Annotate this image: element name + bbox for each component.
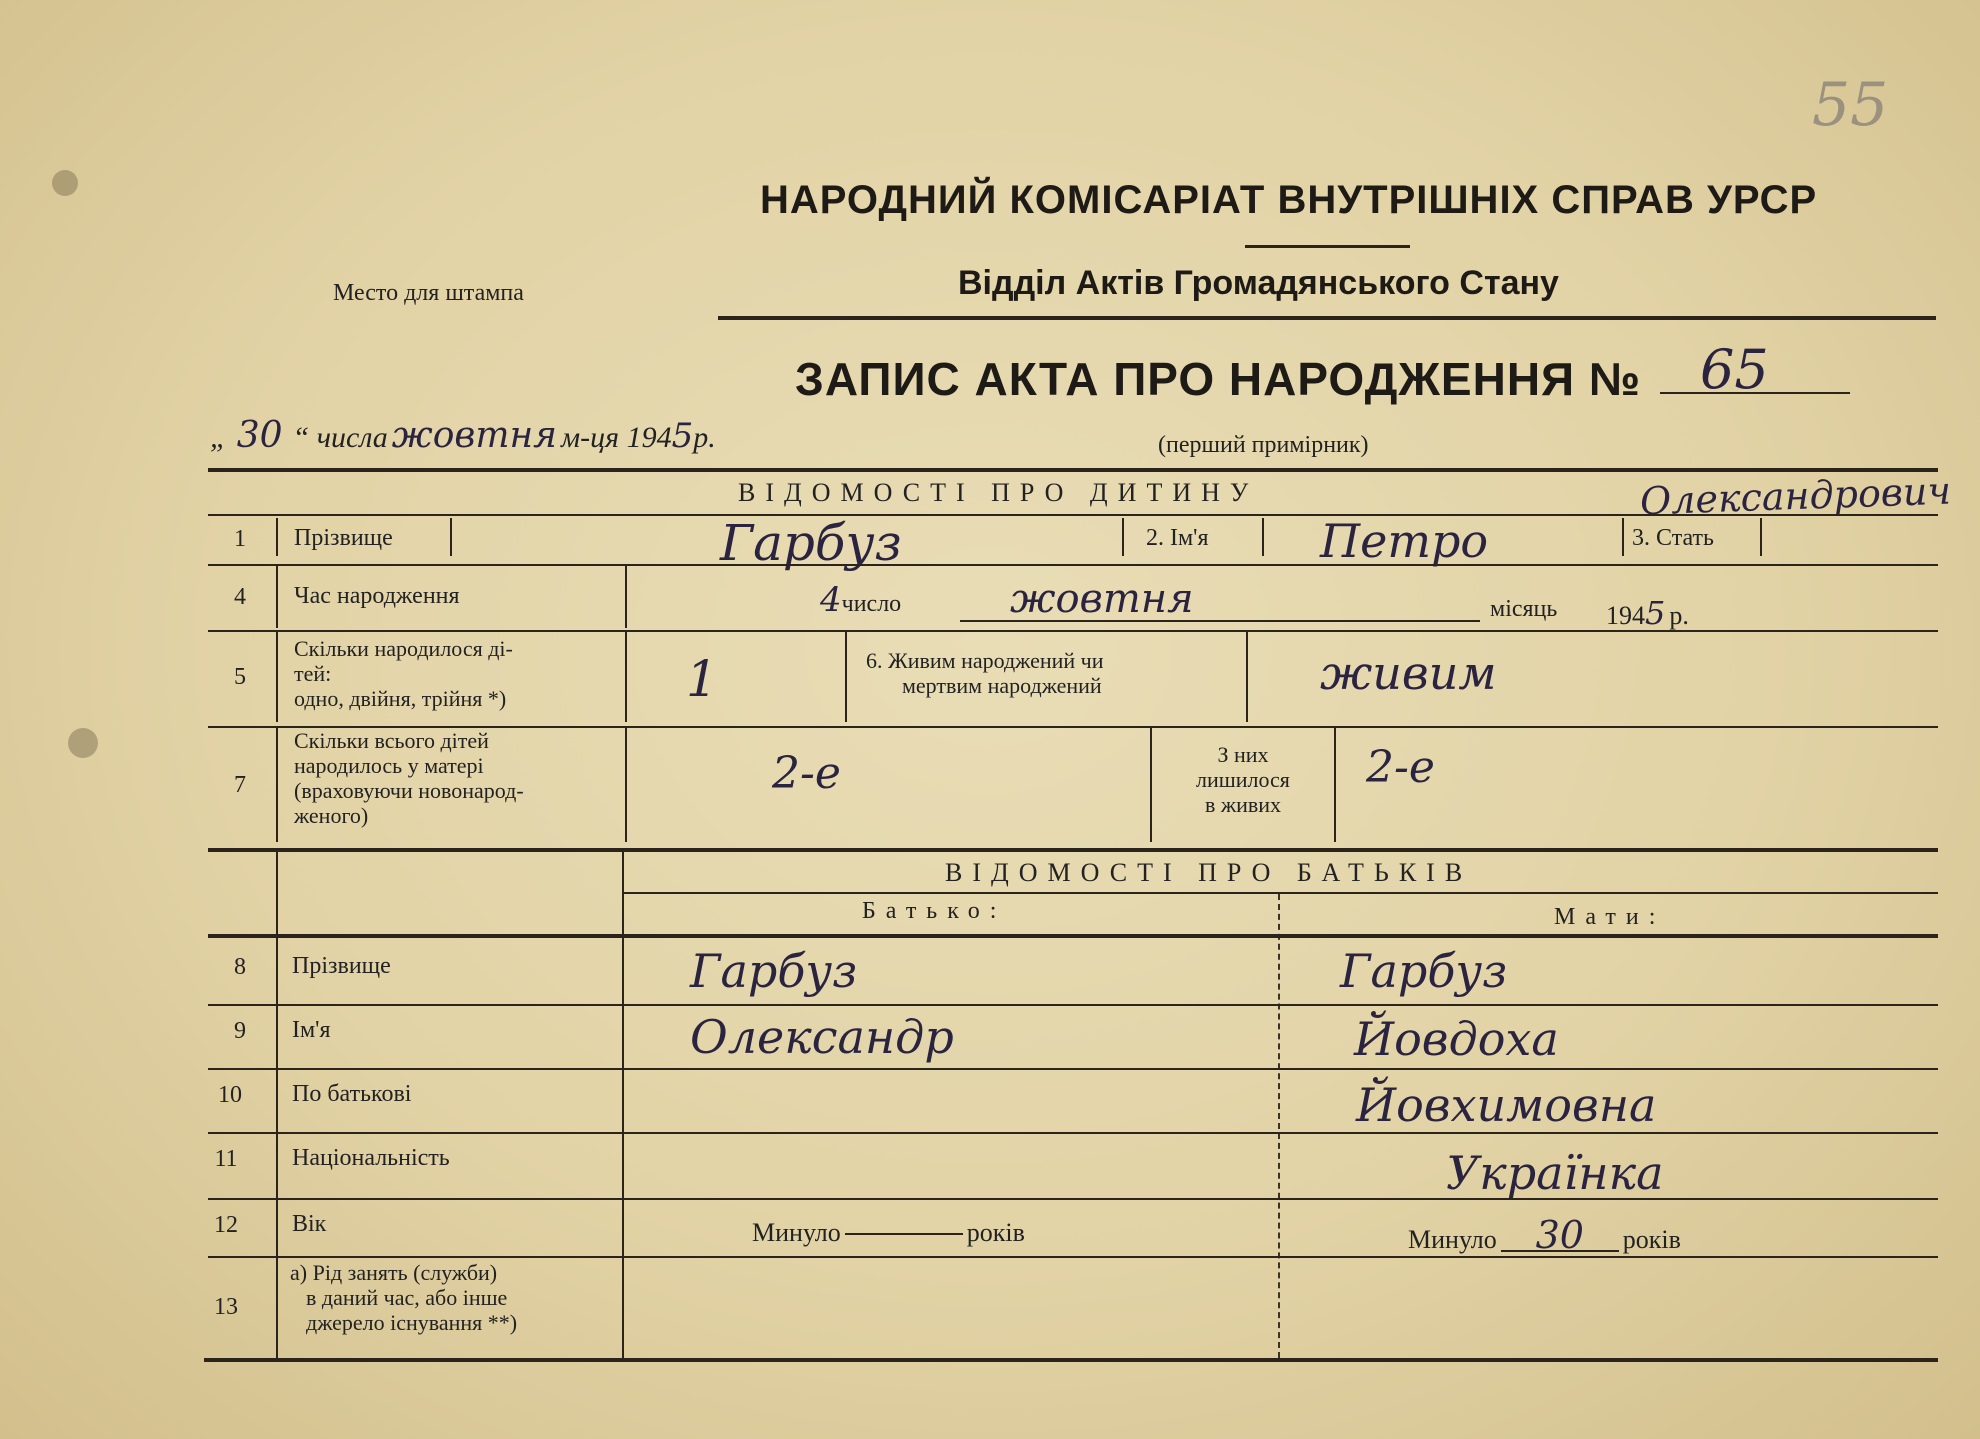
birth-day: 4 (820, 580, 842, 620)
column-divider (1246, 632, 1248, 722)
bottom-rule (204, 1358, 1938, 1362)
column-divider (1150, 728, 1152, 842)
child-surname-label: Прізвище (294, 525, 393, 551)
close-quote: “ (292, 421, 310, 454)
mother-name-value: Йовдоха (1354, 1012, 1559, 1066)
mother-heading: Мати: (1554, 904, 1666, 930)
registration-month: жовтня (391, 415, 557, 456)
alive-or-dead-value: живим (1320, 646, 1497, 700)
parent-age-label: Вік (292, 1211, 327, 1237)
mother-age-value: 30 (1501, 1220, 1619, 1252)
parents-section-heading: ВІДОМОСТІ ПРО БАТЬКІВ (945, 858, 1473, 887)
children-count-label (294, 636, 513, 711)
record-number: 65 (1700, 338, 1769, 401)
parent-occupation-label (290, 1260, 517, 1335)
mother-age-prefix: Минуло (1408, 1225, 1497, 1254)
row-number: 7 (234, 772, 246, 798)
column-divider (276, 518, 278, 556)
column-divider (845, 632, 847, 722)
father-age-value (845, 1233, 963, 1235)
column-divider (1334, 728, 1336, 842)
punch-hole (68, 728, 98, 758)
registration-year-digit: 5 (671, 416, 694, 456)
father-age-suffix: років (966, 1218, 1025, 1247)
label-line: в даний час, або інше (306, 1285, 508, 1310)
label-line: одно, двійня, трійня *) (294, 686, 507, 711)
column-divider (276, 728, 278, 842)
table-rule (208, 514, 1938, 516)
column-divider (1122, 518, 1124, 556)
father-name-value: Олександр (690, 1010, 954, 1064)
birth-date-underline (960, 620, 1480, 622)
table-rule (208, 1068, 1938, 1070)
section-rule (208, 934, 1938, 938)
record-number-underline (1660, 392, 1850, 394)
label-line: джерело існування **) (306, 1310, 518, 1335)
header-rule (718, 316, 1936, 320)
father-age (752, 1218, 1025, 1248)
table-rule (622, 892, 1938, 894)
child-name-value: Петро (1320, 514, 1489, 568)
column-divider (622, 852, 624, 1358)
year-suffix: р. (693, 421, 716, 454)
row-number: 1 (234, 526, 246, 552)
total-children-value: 2-е (772, 748, 841, 799)
ministry-heading: НАРОДНИЙ КОМІСАРІАТ ВНУТРІШНІХ СПРАВ УРСР (760, 178, 1818, 222)
header-ornament-line (1245, 245, 1410, 248)
child-name-label: 2. Ім'я (1146, 525, 1209, 551)
surviving-children-value: 2-е (1366, 742, 1435, 793)
section-rule (208, 848, 1938, 852)
birth-day-word: число (841, 591, 902, 617)
open-quote: „ (210, 421, 227, 454)
month-suffix: м-ця 194 (561, 421, 672, 454)
row-number: 5 (234, 664, 246, 690)
row-number: 12 (214, 1212, 238, 1238)
table-rule (208, 1004, 1938, 1006)
row-number: 4 (234, 584, 246, 610)
column-divider (625, 632, 627, 722)
father-heading: Батько: (862, 898, 1007, 924)
label-line: 6. Живим народжений чи (866, 648, 1104, 673)
row-number: 13 (214, 1294, 238, 1320)
table-rule (208, 1198, 1938, 1200)
birth-month: жовтня (1010, 576, 1194, 622)
registration-day: 30 (236, 415, 283, 456)
alive-or-dead-label (866, 648, 1104, 698)
label-line: лишилося (1196, 767, 1290, 792)
father-surname-value: Гарбуз (690, 944, 858, 998)
row-number: 8 (234, 954, 246, 980)
birth-month-word: місяць (1490, 596, 1558, 622)
label-line: тей: (294, 661, 332, 686)
row-number: 11 (214, 1146, 238, 1172)
row-number: 10 (218, 1082, 242, 1108)
father-age-prefix: Минуло (752, 1218, 841, 1247)
mother-surname-value: Гарбуз (1340, 944, 1508, 998)
birth-year-prefix: 194 (1606, 601, 1645, 630)
label-line: (враховуючи новонарод- (294, 778, 524, 803)
parent-surname-label: Прізвище (292, 953, 391, 979)
child-surname-value: Гарбуз (720, 514, 902, 572)
date-rule (208, 468, 1938, 472)
label-line: а) Рід занять (служби) (290, 1260, 498, 1285)
department-heading: Відділ Актів Громадянського Стану (958, 264, 1559, 302)
label-line: Скільки народилося ді- (294, 636, 513, 661)
parent-patronymic-label: По батькові (292, 1081, 412, 1107)
stamp-place-label: Место для штампа (333, 280, 524, 306)
label-line: народилось у матері (294, 753, 484, 778)
column-divider (276, 852, 278, 1358)
archive-page-number: 55 (1812, 70, 1889, 140)
child-section-heading: ВІДОМОСТІ ПРО ДИТИНУ (738, 478, 1259, 507)
birth-time-label: Час народження (294, 583, 460, 609)
column-divider (276, 632, 278, 722)
record-title: ЗАПИС АКТА ПРО НАРОДЖЕННЯ № (795, 353, 1642, 405)
table-rule (208, 1256, 1938, 1258)
column-divider (1760, 518, 1762, 556)
birth-year (1606, 594, 1689, 632)
row-number: 9 (234, 1018, 246, 1044)
birth-year-digit: 5 (1645, 594, 1666, 632)
punch-hole (52, 170, 78, 196)
label-line: женого) (294, 803, 369, 828)
day-word: числа (316, 421, 388, 454)
label-line: в живих (1204, 792, 1282, 817)
birth-date-line (820, 580, 901, 620)
table-rule (208, 630, 1938, 632)
birth-year-suffix: р. (1669, 601, 1689, 630)
label-line: мертвим народжений (902, 673, 1102, 698)
label-line: Скільки всього дітей (294, 728, 489, 753)
children-count-value: 1 (686, 650, 718, 708)
column-divider (1262, 518, 1264, 556)
child-sex-label: 3. Стать (1632, 525, 1714, 551)
mother-age (1408, 1213, 1681, 1257)
mother-age-suffix: років (1622, 1225, 1681, 1254)
total-children-label (294, 728, 524, 828)
column-divider (276, 566, 278, 628)
column-divider (625, 566, 627, 628)
column-divider (1622, 518, 1624, 556)
table-rule (208, 1132, 1938, 1134)
surviving-children-label (1158, 742, 1328, 817)
column-divider (450, 518, 452, 556)
label-line: З них (1217, 742, 1269, 767)
registration-date-line (210, 415, 716, 456)
mother-patronymic-value: Йовхимовна (1356, 1078, 1657, 1132)
copy-note: (перший примірник) (1158, 432, 1369, 458)
column-divider (625, 728, 627, 842)
table-rule (208, 564, 1938, 566)
parent-nationality-label: Національність (292, 1145, 450, 1171)
mother-nationality-value: Українка (1446, 1146, 1664, 1200)
child-patronymic: Олександрович (1639, 468, 1952, 524)
father-mother-divider (1278, 894, 1280, 1358)
parent-name-label: Ім'я (292, 1017, 331, 1043)
